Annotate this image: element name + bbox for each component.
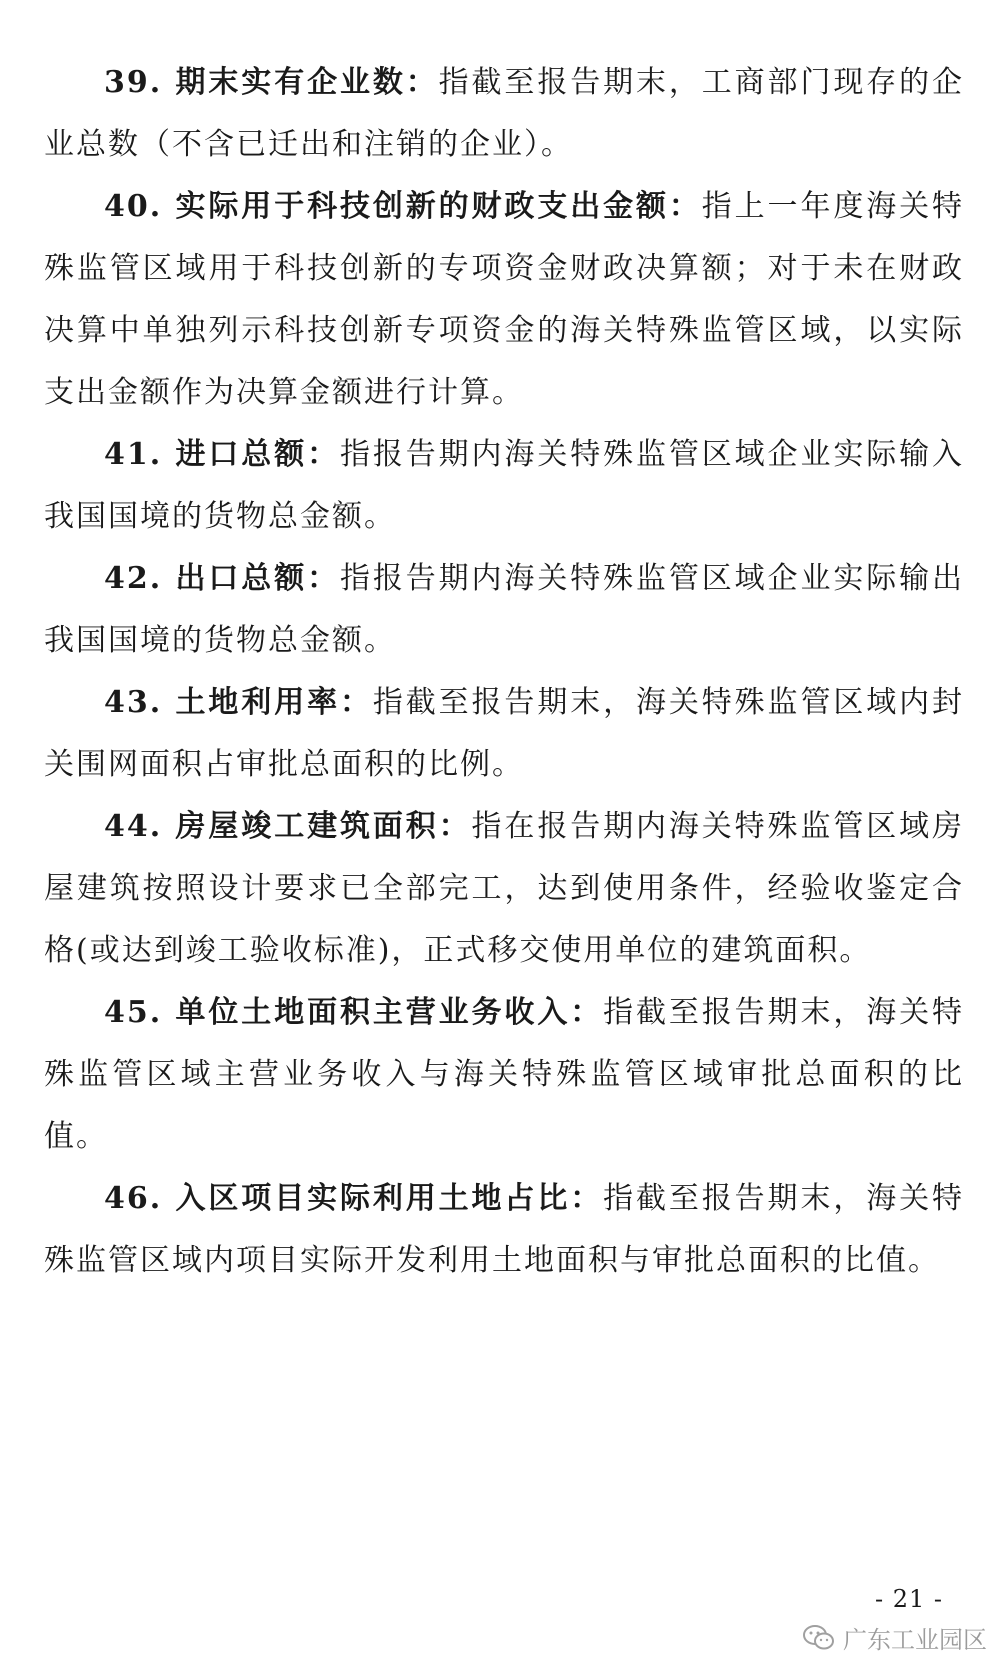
- definition-39: [44, 52, 964, 176]
- definition-41: [44, 424, 964, 548]
- definition-text-42: 指报告期内海关特殊监管区域企业实际输出我国国境的货物总金额。: [44, 561, 965, 658]
- term-46: 46. 入区项目实际利用土地占比：: [104, 1181, 604, 1216]
- term-40: 40. 实际用于科技创新的财政支出金额：: [104, 189, 702, 224]
- definition-44: [44, 796, 964, 982]
- definition-45: [44, 982, 964, 1168]
- definition-text-41: 指报告期内海关特殊监管区域企业实际输入我国国境的货物总金额。: [44, 437, 965, 534]
- definitions-list: [44, 52, 964, 1292]
- definition-43: [44, 672, 964, 796]
- watermark: [803, 1620, 987, 1655]
- term-42: 42. 出口总额：: [104, 561, 340, 596]
- definition-text-46: 指截至报告期末，海关特殊监管区域内项目实际开发利用土地面积与审批总面积的比值。: [44, 1181, 965, 1278]
- definition-42: [44, 548, 964, 672]
- definition-text-45: 指截至报告期末，海关特殊监管区域主营业务收入与海关特殊监管区域审批总面积的比值。: [44, 995, 965, 1154]
- term-43: 43. 土地利用率：: [104, 685, 373, 720]
- term-41: 41. 进口总额：: [104, 437, 340, 472]
- term-39: 39. 期末实有企业数：: [104, 65, 439, 100]
- definition-text-40: 指上一年度海关特殊监管区域用于科技创新的专项资金财政决算额；对于未在财政决算中单独列示科技创新专项资金的海关特殊监管区域，以实际支出金额作为决算金额进行计算。: [44, 189, 965, 410]
- watermark-text: 广东工业园区: [843, 1626, 987, 1654]
- term-45: 45. 单位土地面积主营业务收入：: [104, 995, 604, 1030]
- definition-text-39: 指截至报告期末，工商部门现存的企业总数（不含已迁出和注销的企业）。: [44, 65, 965, 162]
- definition-40: [44, 176, 964, 424]
- wechat-icon: [803, 1624, 835, 1652]
- definition-text-43: 指截至报告期末，海关特殊监管区域内封关围网面积占审批总面积的比例。: [44, 685, 965, 782]
- page-number: - 21 -: [874, 1585, 943, 1613]
- definition-46: [44, 1168, 964, 1292]
- definition-text-44: 指在报告期内海关特殊监管区域房屋建筑按照设计要求已全部完工，达到使用条件，经验收鉴定合格(或达到竣工验收标准)，正式移交使用单位的建筑面积。: [44, 809, 965, 968]
- term-44: 44. 房屋竣工建筑面积：: [104, 809, 472, 844]
